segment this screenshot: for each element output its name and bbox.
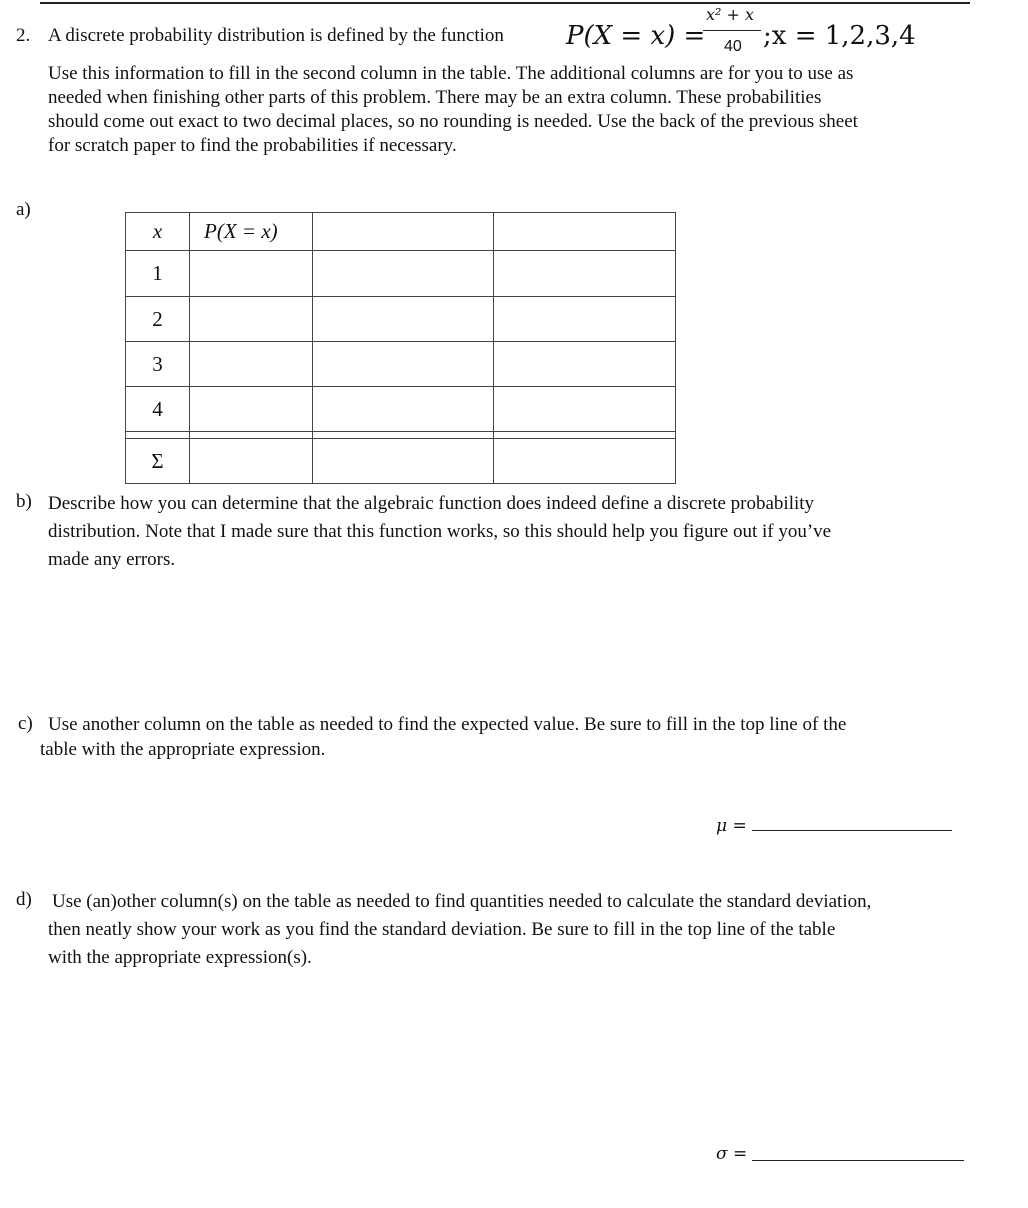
header-cell[interactable]	[313, 213, 494, 251]
problem-instructions	[48, 62, 858, 158]
part-c-line: Use another column on the table as needed to find the expected value. Be sure to fill in the top line of the	[48, 714, 847, 735]
table-header-row	[126, 213, 676, 251]
part-b-line: Describe how you can determine that the algebraic function does indeed define a discrete probability	[48, 493, 815, 514]
sigma-symbol: Σ	[126, 439, 190, 484]
table-row	[126, 342, 676, 387]
mu-answer-blank[interactable]	[752, 830, 952, 831]
part-d-line: with the appropriate expression(s).	[48, 947, 312, 968]
part-b-label: b)	[16, 491, 32, 512]
instruction-line: needed when finishing other parts of this problem. There may be an extra column. These probabilities	[48, 87, 822, 108]
table-cell[interactable]	[494, 387, 676, 432]
formula-lhs-text: P(X = x) =	[566, 21, 706, 51]
double-rule-gap	[126, 432, 676, 439]
table-cell[interactable]	[494, 342, 676, 387]
table-cell[interactable]	[190, 342, 313, 387]
part-b-line: distribution. Note that I made sure that this function works, so this should help you figure out if you’ve	[48, 521, 832, 542]
sigma-label: σ =	[716, 1144, 748, 1164]
table-cell[interactable]	[313, 439, 494, 484]
x-value: 1	[126, 251, 190, 297]
sum-row	[126, 439, 676, 484]
part-a-label: a)	[16, 199, 31, 220]
part-c-line: table with the appropriate expression.	[40, 739, 326, 760]
table-cell[interactable]	[190, 387, 313, 432]
problem-intro: A discrete probability distribution is defined by the function	[48, 25, 504, 46]
part-d-line: then neatly show your work as you find the standard deviation. Be sure to fill in the top line of the table	[48, 919, 836, 940]
instruction-line: should come out exact to two decimal places, so no rounding is needed. Use the back of the previous sheet	[48, 111, 858, 132]
table-cell[interactable]	[313, 342, 494, 387]
table-cell[interactable]	[190, 297, 313, 342]
x-value: 3	[126, 342, 190, 387]
header-x: x	[126, 213, 190, 251]
table-row	[126, 251, 676, 297]
part-d-label: d)	[16, 889, 32, 910]
table-cell[interactable]	[494, 297, 676, 342]
part-c-text	[40, 712, 846, 762]
header-cell[interactable]	[494, 213, 676, 251]
header-probability: P(X = x)	[190, 213, 313, 251]
table-cell[interactable]	[313, 387, 494, 432]
table-cell[interactable]	[494, 251, 676, 297]
part-b-text	[48, 490, 831, 574]
table-cell[interactable]	[190, 251, 313, 297]
instruction-line: for scratch paper to find the probabilities if necessary.	[48, 135, 457, 156]
part-d-text	[48, 888, 871, 972]
table-row	[126, 297, 676, 342]
mu-label: μ =	[716, 816, 747, 836]
x-value: 2	[126, 297, 190, 342]
table-cell[interactable]	[313, 251, 494, 297]
formula-domain: ;x = 1,2,3,4	[763, 21, 916, 51]
table-cell[interactable]	[190, 439, 313, 484]
top-rule	[40, 2, 970, 4]
table-cell[interactable]	[313, 297, 494, 342]
formula-lhs	[566, 21, 705, 51]
formula-numerator: x² + x	[706, 5, 755, 24]
sigma-answer-blank[interactable]	[752, 1160, 964, 1161]
part-d-line: Use (an)other column(s) on the table as needed to find quantities needed to calculate the standard deviation,	[52, 891, 872, 912]
instruction-line: Use this information to fill in the second column in the table. The additional columns are for you to use as	[48, 63, 854, 84]
formula-denominator: 40	[724, 38, 742, 55]
probability-table	[125, 212, 676, 484]
table-row	[126, 387, 676, 432]
x-value: 4	[126, 387, 190, 432]
part-c-label: c)	[18, 713, 33, 734]
problem-number: 2.	[16, 25, 31, 46]
fraction-bar	[703, 30, 761, 31]
part-b-line: made any errors.	[48, 549, 176, 570]
table-cell[interactable]	[494, 439, 676, 484]
